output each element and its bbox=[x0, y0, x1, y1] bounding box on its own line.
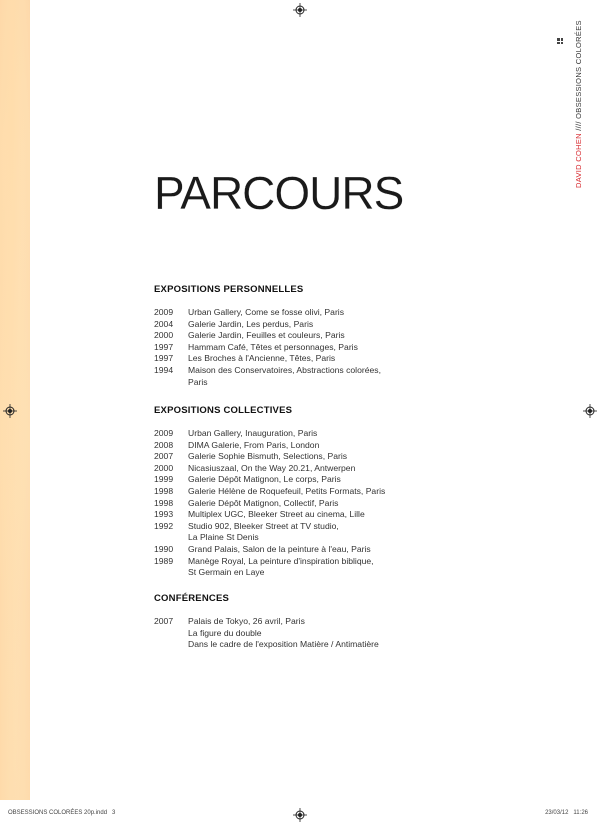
list-item bbox=[154, 440, 414, 452]
list-item bbox=[154, 556, 414, 579]
entry-line: St Germain en Laye bbox=[188, 567, 265, 578]
entry-text: Galerie Sophie Bismuth, Selections, Paris bbox=[188, 451, 348, 462]
entry-text: Les Broches à l'Ancienne, Têtes, Paris bbox=[188, 353, 336, 364]
entry-line: Dans le cadre de l'exposition Matière / Antimatière bbox=[188, 639, 379, 650]
entry-text: Urban Gallery, Come se fosse olivi, Paris bbox=[188, 307, 345, 317]
entry-year: 1997 bbox=[154, 341, 174, 352]
list-item bbox=[154, 342, 414, 354]
entry-year: 1997 bbox=[154, 353, 174, 364]
entry-text bbox=[188, 365, 414, 388]
entry-text: Galerie Jardin, Feuilles et couleurs, Paris bbox=[188, 330, 345, 341]
entry-year: 2007 bbox=[154, 451, 174, 462]
list-item bbox=[154, 486, 414, 498]
side-running-title bbox=[558, 20, 583, 188]
entry-year: 1994 bbox=[154, 364, 174, 375]
decorative-orange-stripe bbox=[0, 0, 30, 800]
list-item bbox=[154, 463, 414, 475]
entry-text: Grand Palais, Salon de la peinture à l'eau, Paris bbox=[188, 543, 371, 554]
list-item bbox=[154, 365, 414, 388]
entry-text: Urban Gallery, Inauguration, Paris bbox=[188, 428, 318, 438]
section-conferences bbox=[154, 593, 434, 651]
list-item bbox=[154, 498, 414, 510]
page-title: PARCOURS bbox=[154, 167, 404, 219]
entry-year: 2000 bbox=[154, 330, 174, 341]
list-item bbox=[154, 428, 414, 440]
entry-text: Nicasiuszaal, On the Way 20.21, Antwerpen bbox=[188, 462, 356, 473]
entry-text: Galerie Dépôt Matignon, Le corps, Paris bbox=[188, 474, 341, 485]
entry-text bbox=[188, 616, 434, 651]
entry-text: Hammam Café, Têtes et personnages, Paris bbox=[188, 341, 358, 352]
side-author: DAVID COHEN bbox=[574, 133, 583, 188]
entry-year: 1998 bbox=[154, 497, 174, 508]
entry-line: Palais de Tokyo, 26 avril, Paris bbox=[188, 616, 305, 626]
section-expositions-collectives bbox=[154, 405, 414, 579]
list-item bbox=[154, 451, 414, 463]
entry-text: Galerie Jardin, Les perdus, Paris bbox=[188, 318, 314, 329]
registration-mark-top-icon bbox=[293, 3, 307, 17]
entry-text bbox=[188, 556, 414, 579]
entry-line: La Plaine St Denis bbox=[188, 532, 259, 543]
entry-line: Maison des Conservatoires, Abstractions colorées, bbox=[188, 364, 381, 375]
side-separator: //// bbox=[574, 118, 583, 134]
entry-year: 1992 bbox=[154, 520, 174, 531]
list-item bbox=[154, 319, 414, 331]
list-item bbox=[154, 509, 414, 521]
list-item bbox=[154, 616, 434, 651]
list-item bbox=[154, 474, 414, 486]
side-book-title: OBSESSIONS COLORÉES bbox=[574, 20, 583, 119]
entry-year: 2000 bbox=[154, 462, 174, 473]
registration-mark-left-icon bbox=[3, 404, 17, 418]
entry-line: Paris bbox=[188, 376, 208, 387]
entry-year: 2007 bbox=[154, 616, 174, 626]
entry-year: 2009 bbox=[154, 307, 174, 317]
entry-text: Galerie Dépôt Matignon, Collectif, Paris bbox=[188, 497, 339, 508]
list-item bbox=[154, 330, 414, 342]
footer-timestamp: 23/03/12 11:26 bbox=[545, 810, 588, 816]
entry-text: Galerie Hélène de Roquefeuil, Petits Formats, Paris bbox=[188, 485, 386, 496]
entry-year: 2008 bbox=[154, 439, 174, 450]
section-heading: EXPOSITIONS PERSONNELLES bbox=[154, 284, 304, 295]
entry-line: La figure du double bbox=[188, 627, 262, 638]
entry-line: Studio 902, Bleeker Street at TV studio, bbox=[188, 520, 339, 531]
section-expositions-personnelles bbox=[154, 284, 414, 388]
list-item bbox=[154, 307, 414, 319]
side-squares-icon bbox=[557, 38, 563, 44]
entry-year: 1990 bbox=[154, 543, 174, 554]
entry-text: Multiplex UGC, Bleeker Street au cinema, Lille bbox=[188, 509, 365, 520]
footer-file-label: OBSESSIONS COLORÉES 20p.indd 3 bbox=[8, 810, 116, 816]
registration-mark-right-icon bbox=[583, 404, 597, 418]
entry-year: 2004 bbox=[154, 318, 174, 329]
list-item bbox=[154, 544, 414, 556]
entry-year: 2009 bbox=[154, 428, 174, 438]
list-item bbox=[154, 521, 414, 544]
section-heading: CONFÉRENCES bbox=[154, 593, 230, 604]
registration-mark-bottom-icon bbox=[293, 808, 307, 822]
entry-year: 1993 bbox=[154, 509, 174, 520]
entry-year: 1998 bbox=[154, 485, 174, 496]
entry-text bbox=[188, 521, 414, 544]
entry-year: 1999 bbox=[154, 474, 174, 485]
entry-line: Manège Royal, La peinture d'inspiration biblique, bbox=[188, 555, 374, 566]
entry-year: 1989 bbox=[154, 555, 174, 566]
section-heading: EXPOSITIONS COLLECTIVES bbox=[154, 405, 293, 416]
entry-text: DIMA Galerie, From Paris, London bbox=[188, 439, 320, 450]
list-item bbox=[154, 353, 414, 365]
